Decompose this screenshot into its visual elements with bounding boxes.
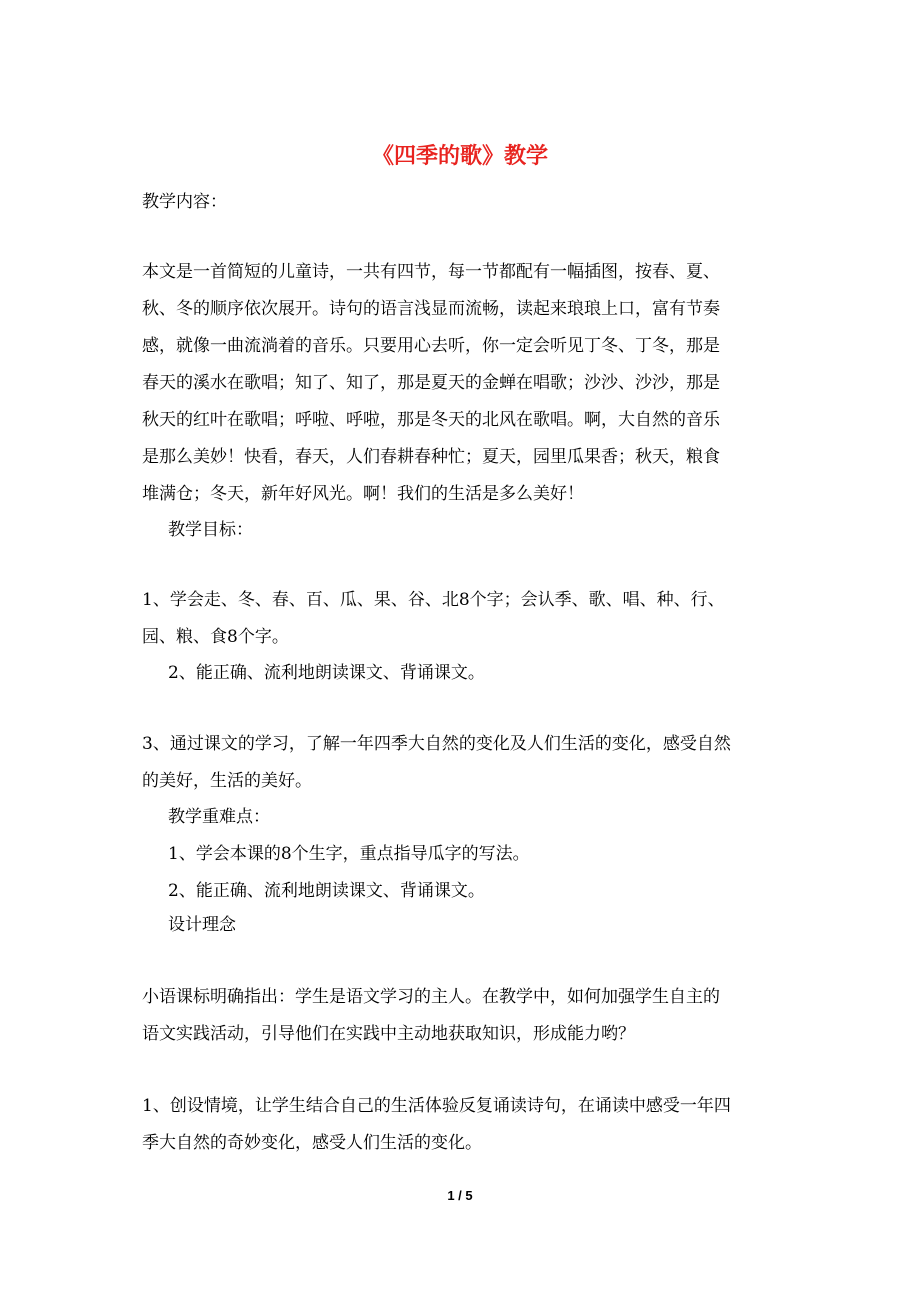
- section-heading-goals: 教学目标：: [168, 520, 253, 540]
- paragraph-line: 语文实践活动，引导他们在实践中主动地获取知识，形成能力哟？: [142, 1024, 635, 1044]
- paragraph-line: 是那么美妙！快看，春天，人们春耕春种忙；夏天，园里瓜果香；秋天，粮食: [142, 447, 720, 467]
- paragraph-line: 园、粮、食8个字。: [142, 627, 289, 647]
- paragraph-line: 春天的溪水在歌唱；知了、知了，那是夏天的金蝉在唱歌；沙沙、沙沙，那是: [142, 373, 720, 393]
- paragraph-line: 感，就像一曲流淌着的音乐。只要用心去听，你一定会听见丁冬、丁冬，那是: [142, 336, 720, 356]
- section-heading-design-concept: 设计理念: [168, 915, 236, 935]
- paragraph-line: 1、创设情境，让学生结合自己的生活体验反复诵读诗句，在诵读中感受一年四: [142, 1096, 731, 1116]
- document-title: 《四季的歌》教学: [371, 143, 548, 169]
- paragraph-line: 2、能正确、流利地朗读课文、背诵课文。: [168, 663, 485, 683]
- paragraph-line: 秋天的红叶在歌唱；呼啦、呼啦，那是冬天的北风在歌唱。啊，大自然的音乐: [142, 410, 720, 430]
- paragraph-line: 季大自然的奇妙变化，感受人们生活的变化。: [142, 1133, 482, 1153]
- section-heading-key-points: 教学重难点：: [168, 807, 270, 827]
- paragraph-line: 1、学会走、冬、春、百、瓜、果、谷、北8个字；会认季、歌、唱、种、行、: [142, 590, 725, 610]
- paragraph-line: 秋、冬的顺序依次展开。诗句的语言浅显而流畅，读起来琅琅上口，富有节奏: [142, 299, 720, 319]
- paragraph-line: 3、通过课文的学习，了解一年四季大自然的变化及人们生活的变化，感受自然: [142, 734, 731, 754]
- paragraph-line: 2、能正确、流利地朗读课文、背诵课文。: [168, 881, 485, 901]
- paragraph-line: 堆满仓；冬天，新年好风光。啊！我们的生活是多么美好！: [142, 484, 584, 504]
- paragraph-line: 小语课标明确指出：学生是语文学习的主人。在教学中，如何加强学生自主的: [142, 987, 720, 1007]
- paragraph-line: 的美好，生活的美好。: [142, 771, 312, 791]
- paragraph-line: 本文是一首简短的儿童诗，一共有四节，每一节都配有一幅插图，按春、夏、: [142, 262, 720, 282]
- section-heading-content: 教学内容：: [142, 192, 227, 212]
- paragraph-line: 1、学会本课的8个生字，重点指导瓜字的写法。: [168, 844, 530, 864]
- page-number: 1 / 5: [447, 1188, 473, 1203]
